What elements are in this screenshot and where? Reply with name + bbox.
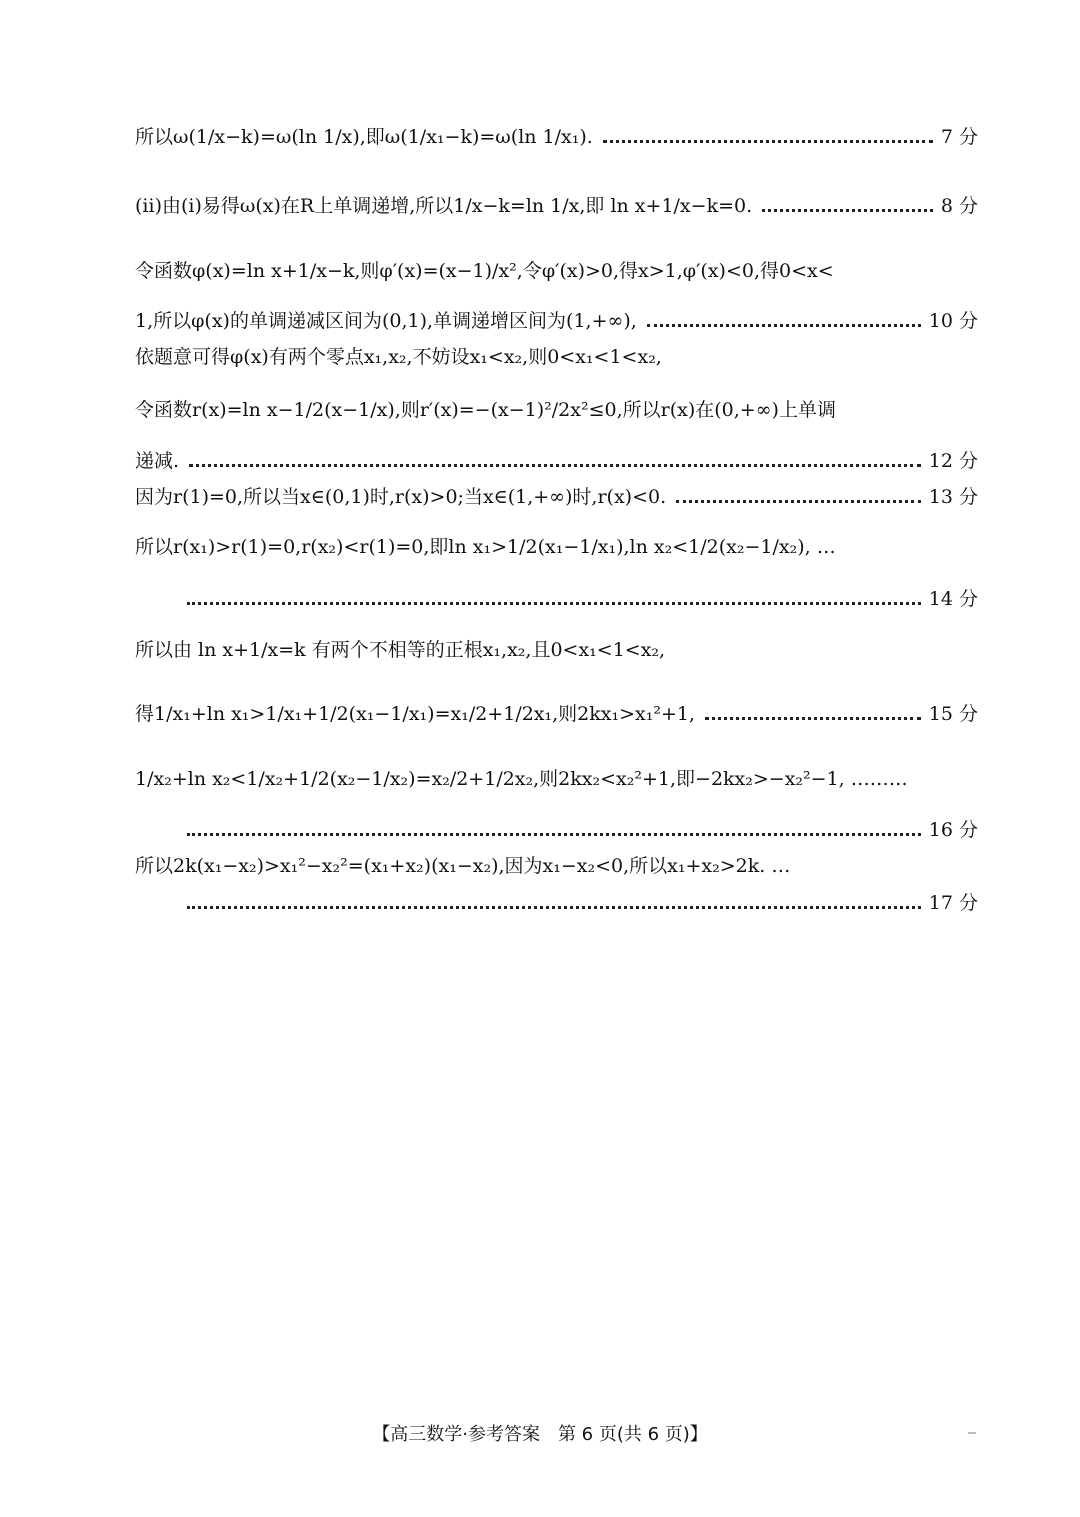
line-16 (135, 892, 978, 915)
line-text: 依题意可得φ(x)有两个零点x₁,x₂,不妨设x₁<x₂,则0<x₁<1<x₂, (135, 346, 662, 368)
line-8 (135, 486, 978, 509)
line-4 (135, 310, 978, 333)
line-text: (ⅱ)由(ⅰ)易得ω(x)在R上单调递增,所以1/x−k=ln 1/x,即 ln x+1/x−k=0. (135, 195, 753, 217)
line-text: 令函数φ(x)=ln x+1/x−k,则φ′(x)=(x−1)/x²,令φ′(x)>0,得x>1,φ′(x)<0,得0<x< (135, 260, 834, 282)
line-text: 所以2k(x₁−x₂)>x₁²−x₂²=(x₁+x₂)(x₁−x₂),因为x₁−x₂<0,所以x₁+x₂>2k. … (135, 855, 791, 877)
line-9 (135, 536, 978, 559)
dot-leader (762, 209, 933, 212)
line-10 (135, 588, 978, 611)
line-score: 13 分 (928, 486, 978, 508)
line-text: 所以ω(1/x−k)=ω(ln 1/x),即ω(1/x₁−k)=ω(ln 1/x₁). (135, 126, 593, 148)
line-13 (135, 768, 978, 791)
line-text: 令函数r(x)=ln x−1/2(x−1/x),则r′(x)=−(x−1)²/2x²≤0,所以r(x)在(0,+∞)上单调 (135, 399, 836, 421)
line-11 (135, 639, 978, 662)
line-6 (135, 399, 978, 422)
line-score: 12 分 (928, 450, 978, 472)
line-text: 得1/x₁+ln x₁>1/x₁+1/2(x₁−1/x₁)=x₁/2+1/2x₁,则2kx₁>x₁²+1, (135, 703, 696, 725)
dot-leader (187, 602, 921, 605)
line-text: 1/x₂+ln x₂<1/x₂+1/2(x₂−1/x₂)=x₂/2+1/2x₂,则2kx₂<x₂²+1,即−2kx₂>−x₂²−1, ……… (135, 768, 908, 790)
line-score: 7 分 (940, 126, 978, 148)
line-3 (135, 260, 978, 283)
line-text: 所以r(x₁)>r(1)=0,r(x₂)<r(1)=0,即ln x₁>1/2(x₁−1/x₁),ln x₂<1/2(x₂−1/x₂), … (135, 536, 836, 558)
scan-mark (968, 1432, 976, 1434)
dot-leader (187, 906, 921, 909)
page-footer: 【高三数学·参考答案 第 6 页(共 6 页)】 (372, 1424, 708, 1445)
line-7 (135, 450, 978, 473)
line-score: 8 分 (940, 195, 978, 217)
dot-leader (187, 833, 921, 836)
line-2 (135, 195, 978, 218)
dot-leader (189, 464, 921, 467)
line-score: 14 分 (928, 588, 978, 610)
line-score: 17 分 (928, 892, 978, 914)
line-15 (135, 855, 978, 878)
line-14 (135, 819, 978, 842)
line-text: 递减. (135, 450, 180, 472)
dot-leader (647, 324, 921, 327)
line-12 (135, 703, 978, 726)
line-text: 所以由 ln x+1/x=k 有两个不相等的正根x₁,x₂,且0<x₁<1<x₂, (135, 639, 666, 661)
dot-leader (676, 500, 921, 503)
dot-leader (705, 717, 921, 720)
line-score: 10 分 (928, 310, 978, 332)
dot-leader (603, 140, 933, 143)
line-text: 1,所以φ(x)的单调递减区间为(0,1),单调递增区间为(1,+∞), (135, 310, 637, 332)
line-score: 16 分 (928, 819, 978, 841)
line-5 (135, 346, 978, 369)
line-1 (135, 126, 978, 149)
line-score: 15 分 (928, 703, 978, 725)
line-text: 因为r(1)=0,所以当x∈(0,1)时,r(x)>0;当x∈(1,+∞)时,r(x)<0. (135, 486, 667, 508)
